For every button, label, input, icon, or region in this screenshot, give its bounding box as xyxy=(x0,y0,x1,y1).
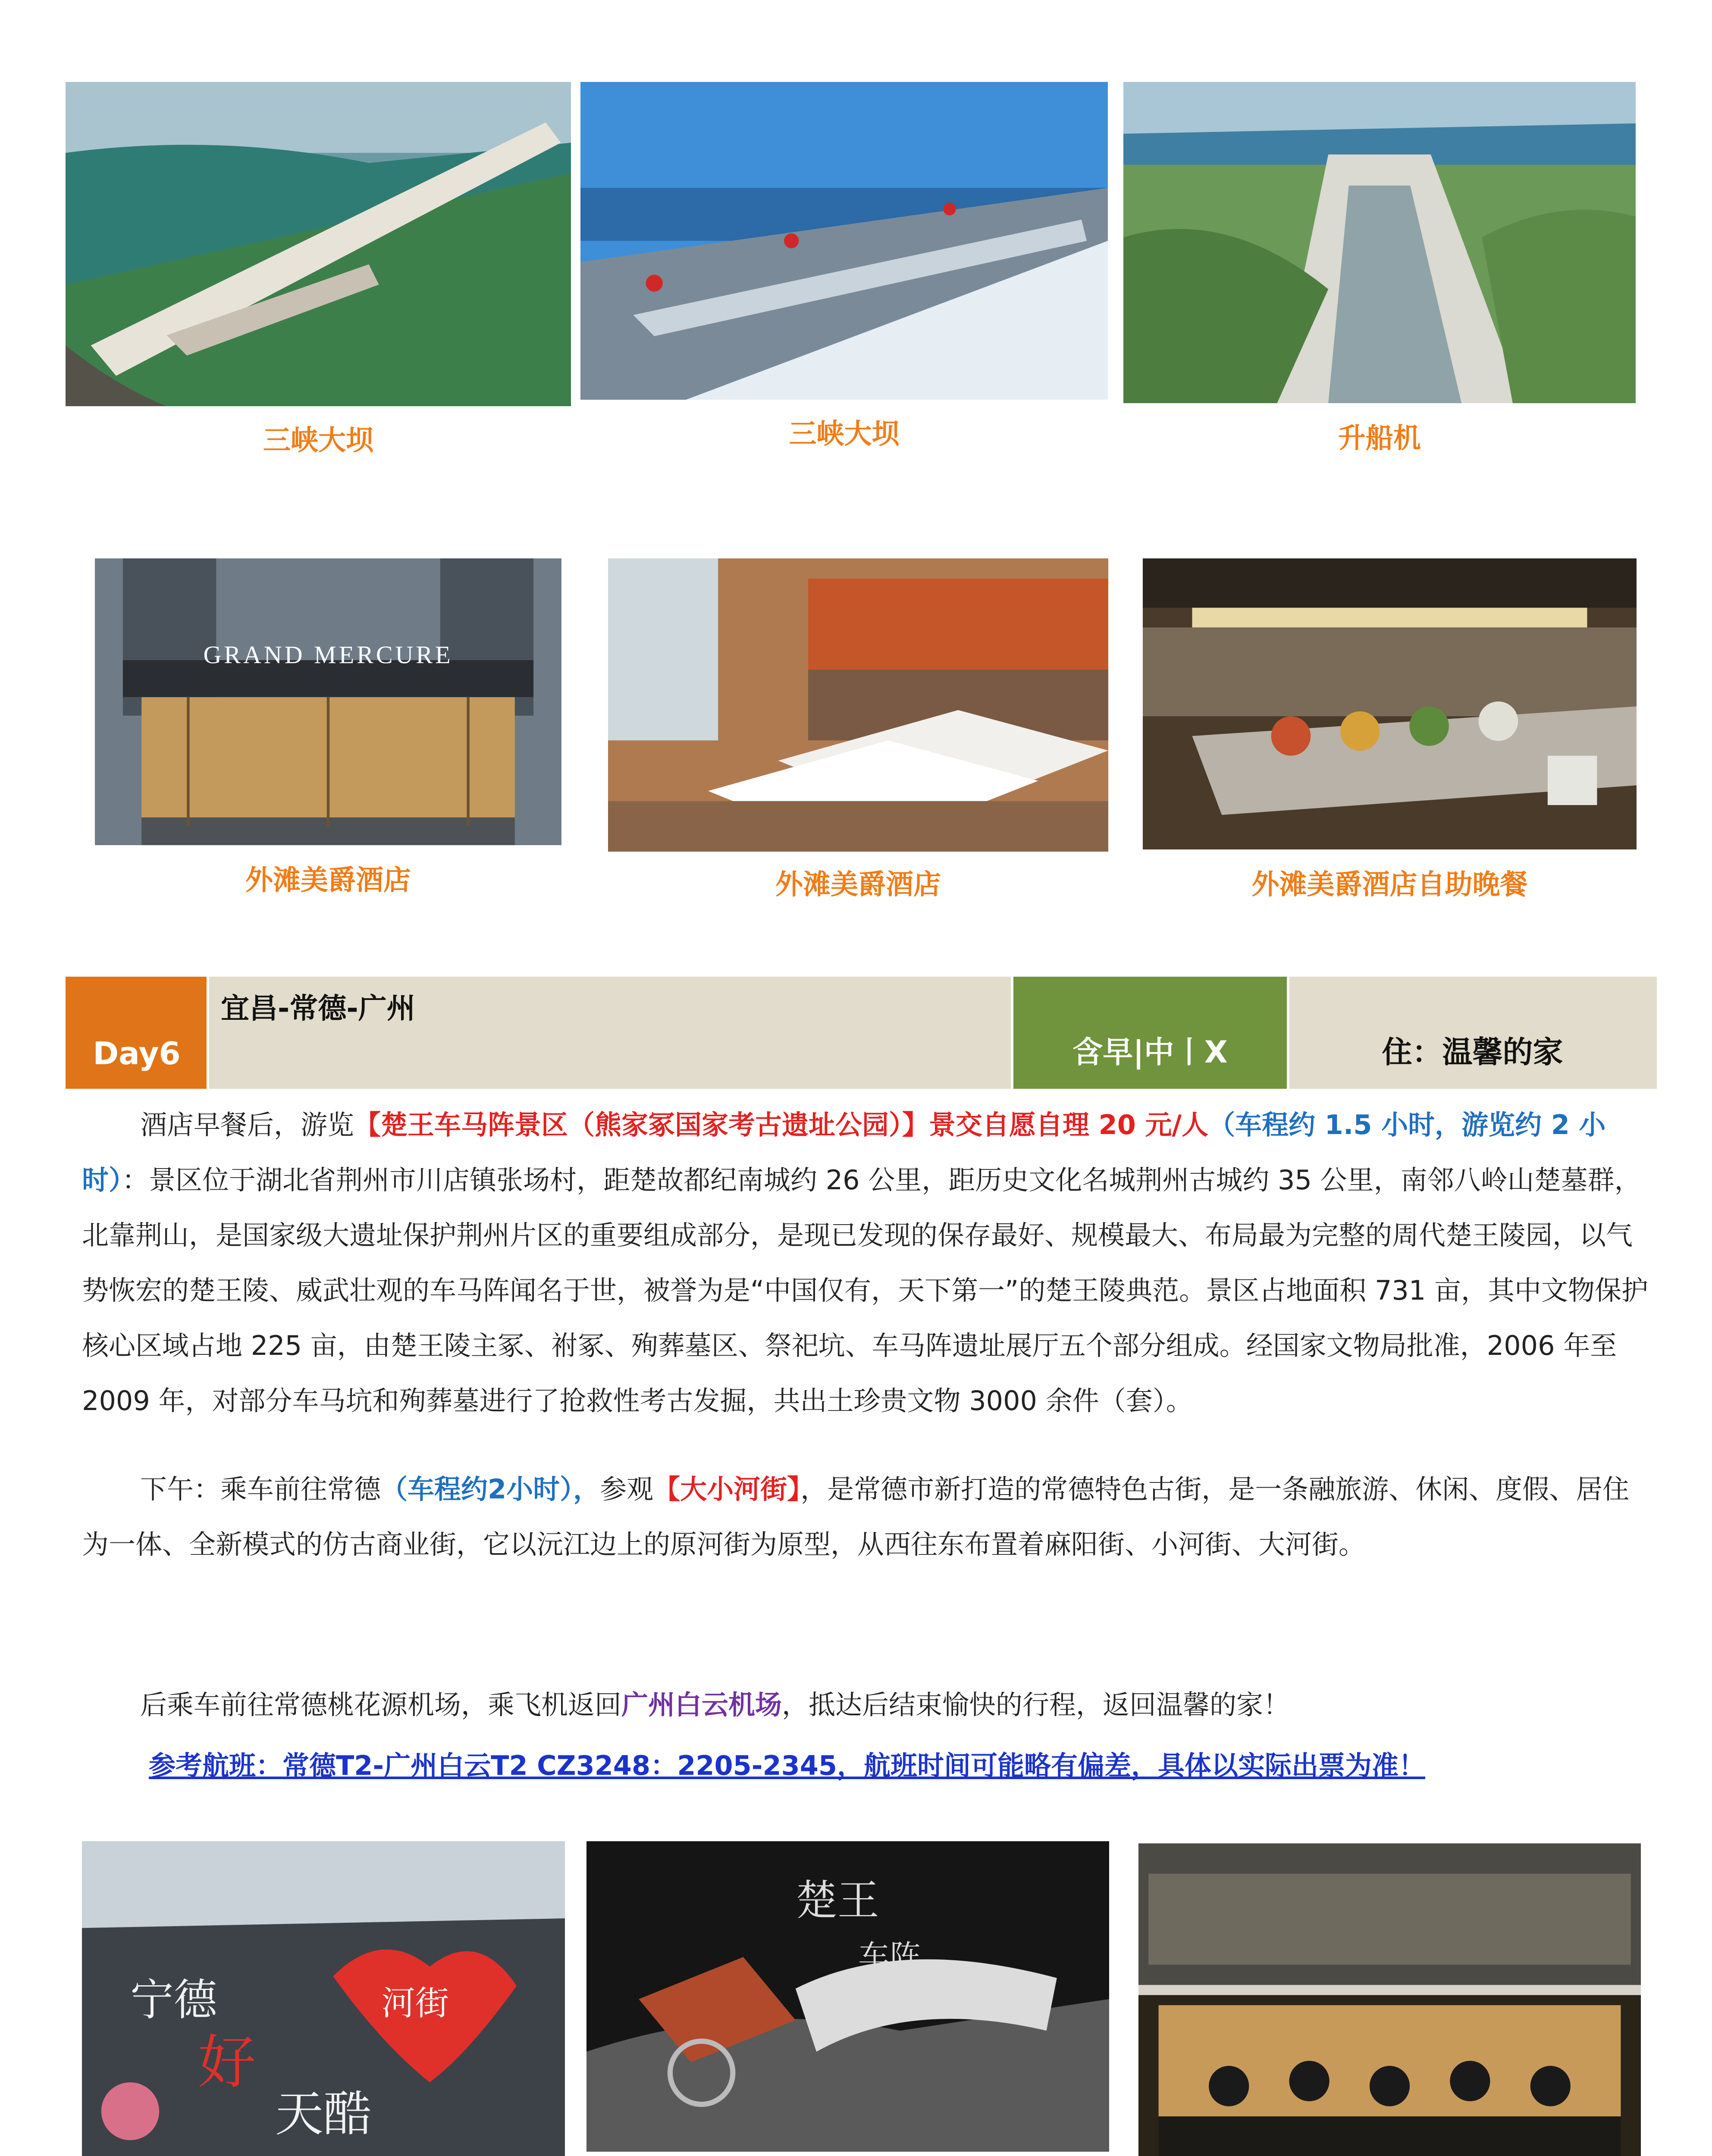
para3-body: ，抵达后结束愉快的行程，返回温馨的家！ xyxy=(782,1689,1290,1720)
hotel-sign-text: GRAND MERCURE xyxy=(203,641,453,669)
river-street-photo xyxy=(82,1841,565,2156)
chariot-formation-photo-2 xyxy=(1138,1843,1641,2156)
caption-ship-lift: 升船机 xyxy=(1338,423,1421,454)
svg-text:好: 好 xyxy=(198,2028,256,2096)
svg-text:车阵: 车阵 xyxy=(858,1938,921,1975)
reference-flight-note: 参考航班：常德T2-广州白云T2 CZ3248：2205-2345，航班时间可能略有偏差，具体以实际出票为准！ xyxy=(149,1750,1426,1781)
day-number: Day6 xyxy=(66,977,208,1089)
divider xyxy=(1287,977,1289,1089)
svg-text:天酷: 天酷 xyxy=(275,2086,372,2142)
caption-hotel-buffet: 外滩美爵酒店自助晚餐 xyxy=(1251,869,1528,901)
para1-lead: 酒店早餐后，游览 xyxy=(140,1109,354,1141)
para2-lead: 下午：乘车前往常德 xyxy=(140,1473,381,1505)
ship-lift-photo xyxy=(1123,82,1636,403)
itinerary-paragraph-3 xyxy=(82,1677,1652,1733)
airport-name: 广州白云机场 xyxy=(621,1689,782,1720)
svg-text:河街: 河街 xyxy=(381,1984,449,2023)
para2-body: ，是常德市新打造的常德特色古街，是一条融旅游、休闲、度假、居住为一体、全新模式的仿古商业街，它以沅江边上的原河街为原型，从西往东布置着麻阳街、小河街、大河街。 xyxy=(82,1473,1630,1560)
hotel-exterior-photo xyxy=(95,558,561,845)
three-gorges-dam-photo-2 xyxy=(580,82,1108,400)
day-accommodation: 住：温馨的家 xyxy=(1382,1034,1563,1070)
para3-lead: 后乘车前往常德桃花源机场，乘飞机返回 xyxy=(140,1689,622,1720)
street-name: 【大小河街】 xyxy=(653,1473,801,1505)
travel-duration-2: （车程约2小时）， xyxy=(381,1473,600,1505)
divider xyxy=(1011,977,1013,1089)
chariot-formation-photo-1 xyxy=(586,1841,1109,2152)
caption-three-gorges-dam-1: 三峡大坝 xyxy=(263,425,373,457)
svg-text:宁德: 宁德 xyxy=(130,1974,217,2025)
hotel-buffet-photo xyxy=(1143,558,1637,849)
caption-hotel-1: 外滩美爵酒店 xyxy=(245,865,411,896)
divider xyxy=(207,977,209,1089)
para1-body: ：景区位于湖北省荆州市川店镇张场村，距楚故都纪南城约 26 公里，距历史文化名城荆州古城约 35 公里，南邻八岭山楚墓群，北靠荆山，是国家级大遗址保护荆州片区的重要组成部分，是现已发现的保存最好、规模最大、布局最为完整的周代楚王陵园，以气势恢宏的楚王陵、威武壮观的车马阵闻名于世，被誉为是“中国仅有，天下第一”的楚王陵典范。景区占地面积 731 亩，其中文物保护核心区域占地 225 亩，由楚王陵主冢、祔冢、殉葬墓区、祭祀坑、车马阵遗址展厅五个部分组成。经国家文物局批准，2006 年至 2009 年，对部分车马坑和殉葬墓进行了抢救性考古发掘，共出土珍贵文物 3000 余件（套）。 xyxy=(82,1164,1648,1416)
day-route: 宜昌-常德-广州 xyxy=(221,992,415,1025)
three-gorges-dam-photo-1 xyxy=(66,82,571,406)
svg-text:楚王: 楚王 xyxy=(795,1876,879,1925)
caption-hotel-2: 外滩美爵酒店 xyxy=(775,869,941,901)
itinerary-paragraph-2 xyxy=(82,1462,1652,1572)
itinerary-paragraph-1 xyxy=(82,1097,1652,1429)
hotel-room-photo xyxy=(608,558,1108,852)
para2-mid: 参观 xyxy=(600,1473,654,1505)
day-meals: 含早|中丨X xyxy=(1012,977,1288,1089)
travel-duration: （车程约 1.5 小时，游览约 2 小时） xyxy=(82,1109,1606,1196)
caption-three-gorges-dam-2: 三峡大坝 xyxy=(789,418,900,450)
scenic-area-name: 【楚王车马阵景区（熊家冢国家考古遗址公园）】景交自愿自理 20 元/人 xyxy=(354,1109,1209,1141)
day-header-bar xyxy=(66,977,1657,1089)
